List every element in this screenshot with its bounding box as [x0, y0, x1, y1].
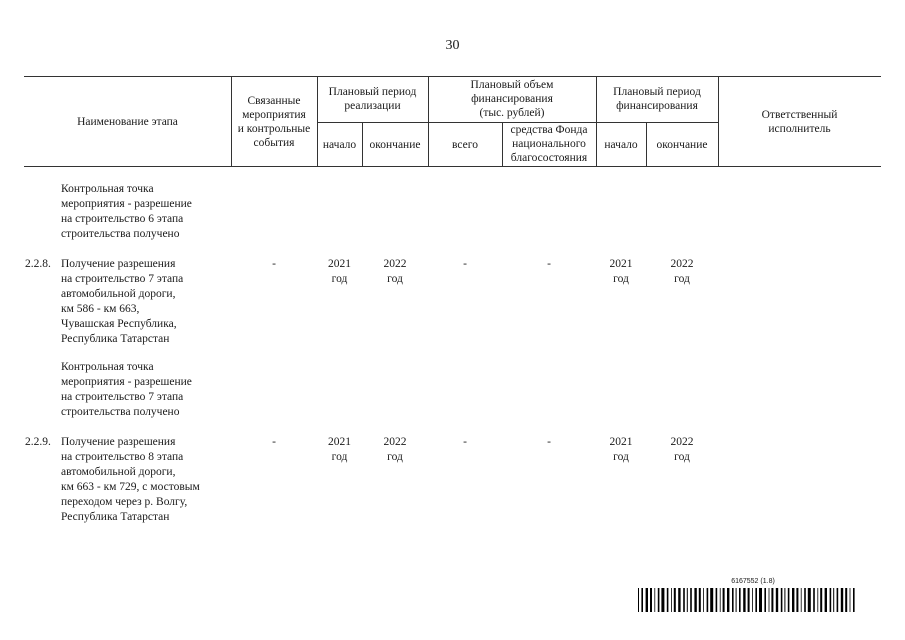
barcode-bar: [720, 588, 721, 612]
barcode-bar: [654, 588, 655, 612]
barcode-bar: [727, 588, 729, 612]
header-fin-start: начало: [604, 139, 638, 151]
header-nwf-funds: средства Фонда национального благосостояния: [510, 124, 588, 164]
table-cell-total: -: [463, 258, 467, 270]
barcode-bar: [710, 588, 713, 612]
page-number: 30: [445, 38, 460, 53]
barcode-bar: [801, 588, 802, 612]
barcode-bar: [703, 588, 704, 612]
header-planned-period-impl: Плановый период реализации: [328, 86, 417, 112]
barcode-bar: [764, 588, 766, 612]
barcode-bar: [776, 588, 778, 612]
barcode-bar: [755, 588, 757, 612]
table-row-name: Получение разрешения на строительство 7 этапа автомобильной дороги, км 586 - км 663, Чувашская Республика, Республика Татарстан: [61, 258, 184, 345]
barcode-bar: [825, 588, 827, 612]
barcode-bar: [769, 588, 770, 612]
barcode-bar: [743, 588, 745, 612]
barcode-bar: [674, 588, 676, 612]
header-responsible: Ответственный исполнитель: [761, 109, 838, 135]
barcode-bar: [752, 588, 753, 612]
barcode-bar: [830, 588, 832, 612]
table-row-name: Контрольная точка мероприятия - разрешение на строительство 6 этапа строительства получено: [61, 183, 192, 240]
barcode-bar: [699, 588, 701, 612]
header-planned-funding-volume: Плановый объем финансирования (тыс. рублей): [470, 79, 554, 119]
table-cell-impl-end: 2022 год: [383, 258, 407, 285]
table-cell-related: -: [272, 436, 276, 448]
table-row-number: 2.2.8.: [25, 258, 51, 270]
header-stage-name: Наименование этапа: [77, 116, 178, 128]
barcode-bar: [707, 588, 709, 612]
barcode-caption: 6167552 (1.8): [731, 578, 775, 585]
barcode-bar: [808, 588, 811, 612]
barcode-graphic: [638, 588, 856, 612]
barcode-bar: [796, 588, 798, 612]
barcode-bar: [792, 588, 794, 612]
barcode-bar: [638, 588, 639, 612]
barcode-bar: [732, 588, 734, 612]
barcode-bar: [781, 588, 783, 612]
barcode-bar: [845, 588, 847, 612]
barcode-bar: [687, 588, 688, 612]
barcode-bar: [716, 588, 718, 612]
table-cell-fin-start: 2021 год: [609, 436, 633, 463]
barcode-bar: [804, 588, 806, 612]
header-fin-end: окончание: [656, 139, 708, 151]
barcode-bar: [661, 588, 664, 612]
barcode-bar: [771, 588, 773, 612]
barcode-bar: [723, 588, 725, 612]
table-cell-fin-end: 2022 год: [670, 258, 694, 285]
barcode-bar: [678, 588, 680, 612]
table-header-bottom-border: [24, 166, 881, 167]
barcode-bar: [748, 588, 750, 612]
barcode-bar: [667, 588, 669, 612]
barcode-bar: [820, 588, 822, 612]
table-cell-impl-end: 2022 год: [383, 436, 407, 463]
table-cell-related: -: [272, 258, 276, 270]
table-cell-impl-start: 2021 год: [328, 436, 351, 463]
table-cell-fin-start: 2021 год: [609, 258, 633, 285]
barcode-bar: [853, 588, 855, 612]
barcode-bar: [683, 588, 685, 612]
barcode-bar: [658, 588, 660, 612]
barcode-bar: [817, 588, 818, 612]
barcode-bar: [833, 588, 834, 612]
barcode-bar: [841, 588, 843, 612]
header-related-events: Связанные мероприятия и контрольные события: [237, 95, 311, 149]
header-impl-start: начало: [322, 139, 357, 151]
table-row-name: Контрольная точка мероприятия - разрешение на строительство 7 этапа строительства получено: [61, 361, 192, 418]
header-planned-funding-period: Плановый период финансирования: [613, 86, 701, 112]
barcode-bar: [641, 588, 643, 612]
barcode-bar: [650, 588, 652, 612]
barcode-bar: [690, 588, 692, 612]
table-cell-fin-end: 2022 год: [670, 436, 694, 463]
table-cell-nwf: -: [547, 436, 551, 448]
barcode-bar: [671, 588, 672, 612]
barcode-bar: [837, 588, 839, 612]
barcode-bar: [788, 588, 790, 612]
table-row-name: Получение разрешения на строительство 8 этапа автомобильной дороги, км 663 - км 729, с мостовым переходом через р. Волгу, Республика Татарстан: [61, 436, 200, 523]
table-cell-total: -: [463, 436, 467, 448]
barcode-bar: [736, 588, 737, 612]
barcode-bar: [759, 588, 762, 612]
barcode-bar: [739, 588, 741, 612]
table-top-border: [24, 76, 881, 77]
barcode-bar: [813, 588, 815, 612]
barcode-bar: [850, 588, 851, 612]
barcode-bar: [646, 588, 648, 612]
subheader-divider-impl: [317, 122, 428, 123]
header-impl-end: окончание: [369, 139, 421, 151]
barcode-bar: [694, 588, 696, 612]
table-row-number: 2.2.9.: [25, 436, 51, 448]
barcode-bar: [784, 588, 785, 612]
table-cell-nwf: -: [547, 258, 551, 270]
table-cell-impl-start: 2021 год: [328, 258, 351, 285]
header-total: всего: [452, 139, 478, 151]
